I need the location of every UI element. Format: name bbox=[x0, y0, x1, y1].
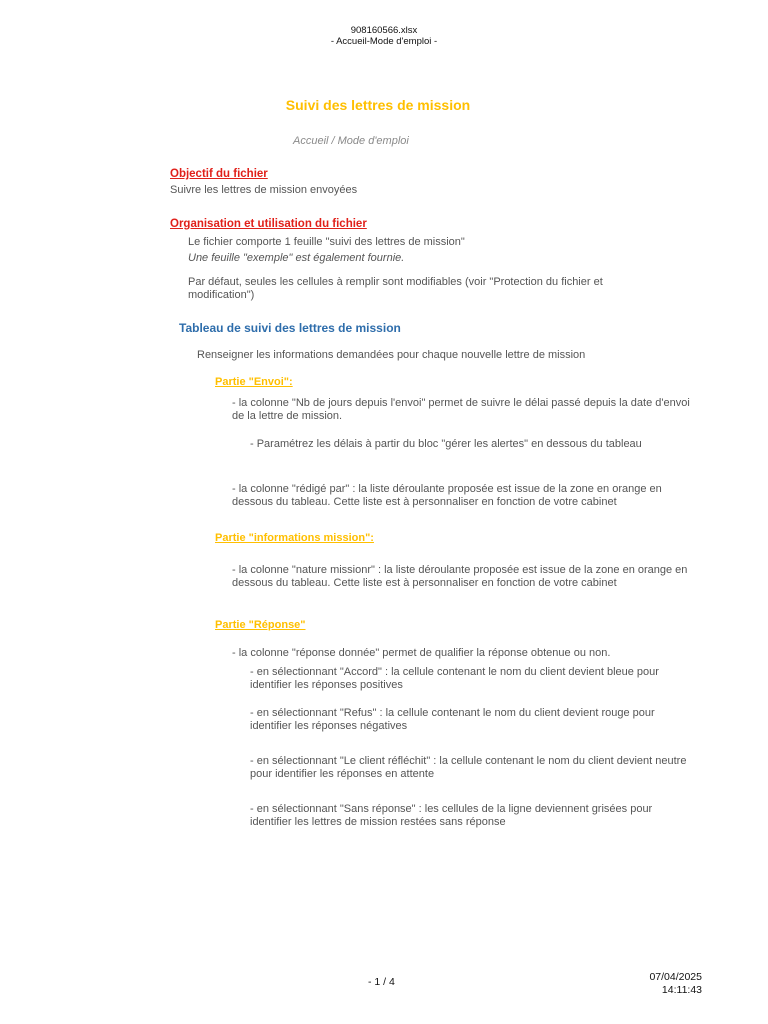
objectif-text: Suivre les lettres de mission envoyées bbox=[170, 184, 358, 196]
tableau-intro: Renseigner les informations demandées pour chaque nouvelle lettre de mission bbox=[197, 349, 586, 361]
print-timestamp bbox=[649, 971, 702, 996]
tableau-heading: Tableau de suivi des lettres de mission bbox=[179, 321, 401, 335]
reponse-item-1: - la colonne "réponse donnée" permet de qualifier la réponse obtenue ou non. bbox=[232, 647, 611, 659]
document-subtitle: Accueil / Mode d'emploi bbox=[293, 135, 409, 147]
reponse-sub-reflechit: - en sélectionnant "Le client réfléchit" : la cellule contenant le nom du client devient neutre pour identifier les réponses en attente bbox=[250, 755, 687, 780]
print-time: 14:11:43 bbox=[661, 983, 702, 996]
sheet-name: - Accueil-Mode d'emploi - bbox=[330, 36, 438, 47]
organisation-line-2: Une feuille "exemple" est également fournie. bbox=[188, 252, 405, 264]
organisation-line-1: Le fichier comporte 1 feuille "suivi des lettres de mission" bbox=[188, 236, 465, 248]
file-name: 908160566.xlsx bbox=[350, 25, 418, 36]
page-number: - 1 / 4 bbox=[368, 976, 395, 988]
envoi-heading: Partie "Envoi": bbox=[215, 376, 293, 388]
reponse-heading: Partie "Réponse" bbox=[215, 619, 306, 631]
envoi-item-2: - la colonne "rédigé par" : la liste déroulante proposée est issue de la zone en orange en dessous du tableau. Cette liste est à personnaliser en fonction de votre cabinet bbox=[232, 483, 662, 508]
informations-item-1: - la colonne "nature missionr" : la liste déroulante proposée est issue de la zone en orange en dessous du tableau. Cette liste est à personnaliser en fonction de votre cabinet bbox=[232, 564, 688, 589]
print-date: 07/04/2025 bbox=[649, 971, 702, 983]
document-title: Suivi des lettres de mission bbox=[285, 97, 471, 113]
objectif-heading: Objectif du fichier bbox=[170, 168, 268, 180]
envoi-item-1-sub: - Paramétrez les délais à partir du bloc "gérer les alertes" en dessous du tableau bbox=[250, 438, 642, 450]
reponse-sub-accord: - en sélectionnant "Accord" : la cellule contenant le nom du client devient bleue pour identifier les réponses positives bbox=[250, 666, 659, 691]
reponse-sub-refus: - en sélectionnant "Refus" : la cellule contenant le nom du client devient rouge pour identifier les réponses négatives bbox=[250, 707, 655, 732]
envoi-item-1: - la colonne "Nb de jours depuis l'envoi" permet de suivre le délai passé depuis la date d'envoi de la lettre de mission. bbox=[232, 397, 690, 422]
reponse-sub-sans-reponse: - en sélectionnant "Sans réponse" : les cellules de la ligne deviennent grisées pour identifier les lettres de mission restées sans réponse bbox=[250, 803, 653, 828]
informations-heading: Partie "informations mission": bbox=[215, 532, 374, 544]
organisation-heading: Organisation et utilisation du fichier bbox=[170, 218, 367, 230]
organisation-line-3: Par défaut, seules les cellules à remplir sont modifiables (voir "Protection du fichier et modification") bbox=[188, 276, 603, 301]
